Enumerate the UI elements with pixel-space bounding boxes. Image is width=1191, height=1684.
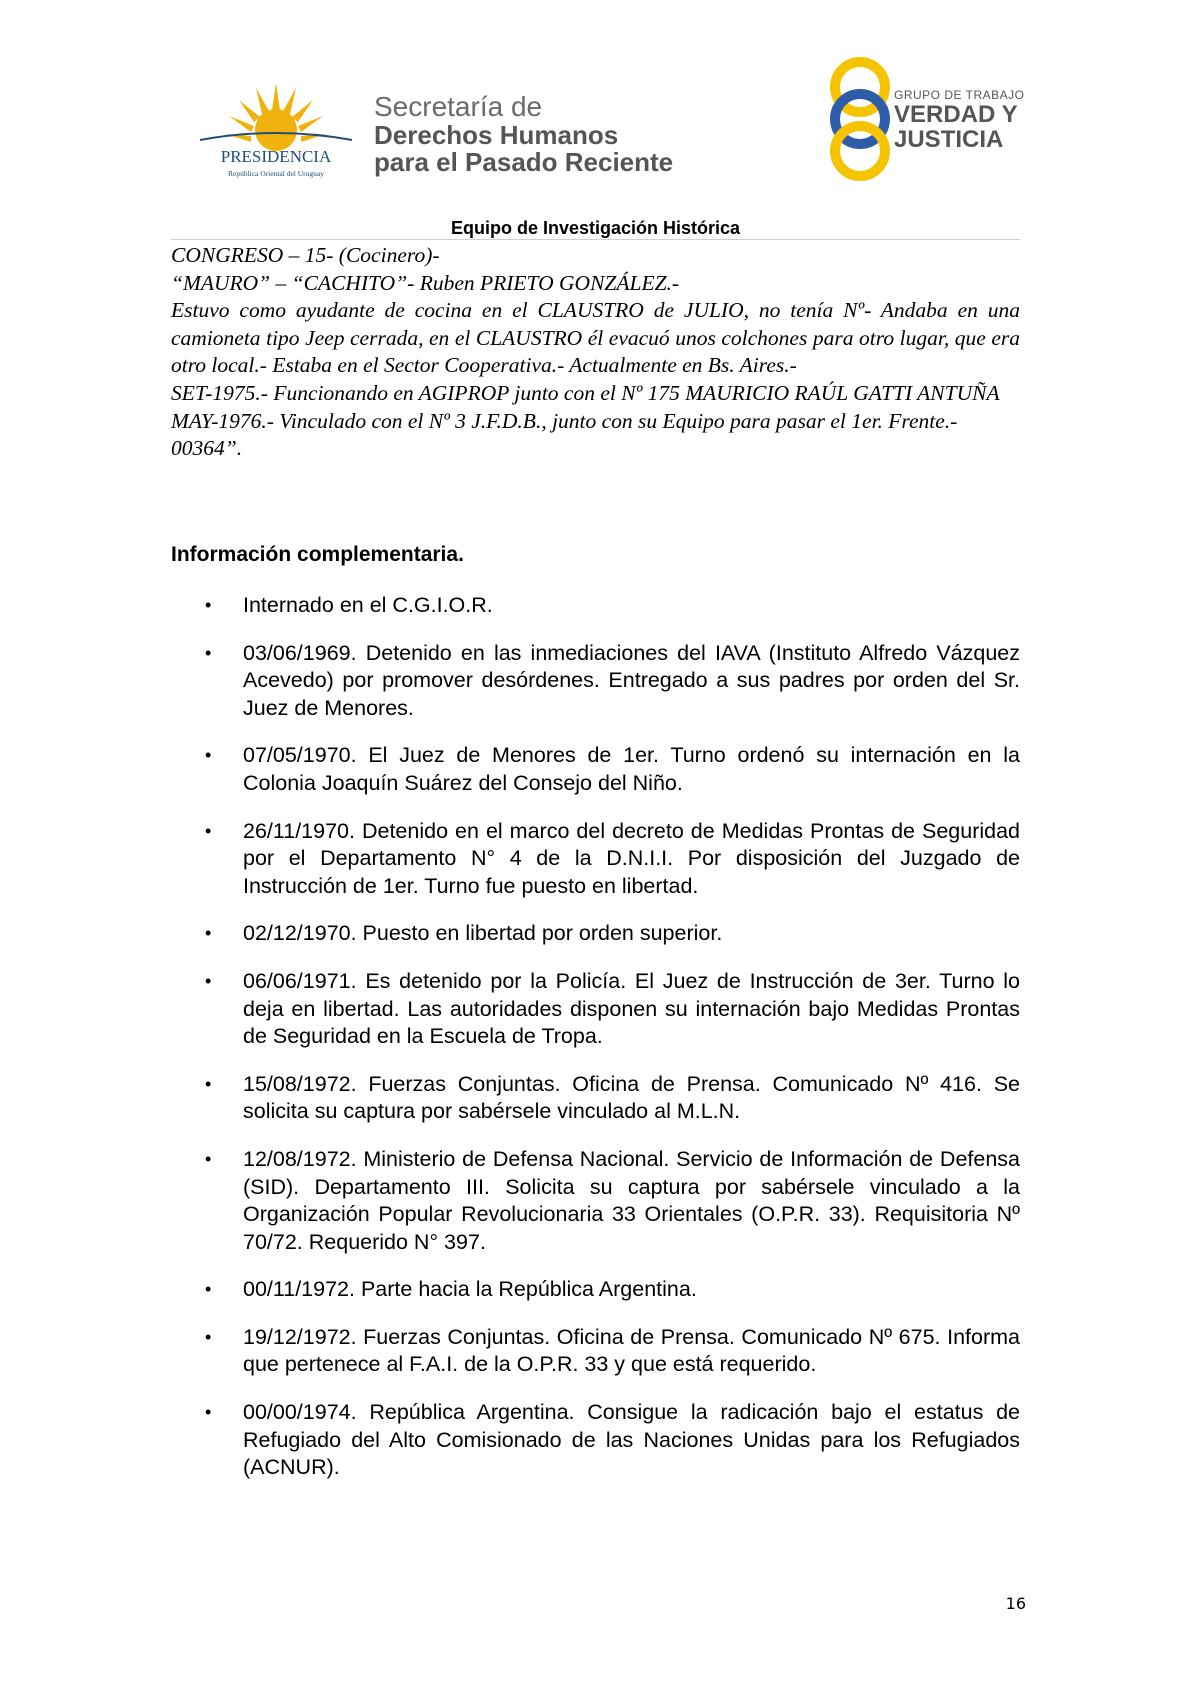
entry-text: 03/06/1969. Detenido en las inmediaciones del IAVA (Instituto Alfredo Vázquez Acevedo) por promover desórdenes. Entregado a sus padres por orden del Sr. Juez de Menores. [243,640,1020,720]
record-excerpt [171,242,1020,463]
bullet-icon: • [205,1279,212,1300]
list-item [171,1071,1020,1126]
list-item [171,592,1020,620]
team-title: Equipo de Investigación Histórica [450,218,741,238]
record-line: MAY-1976.- Vinculado con el Nº 3 J.F.D.B., junto con su Equipo para pasar el 1er. Frente.- [171,408,958,433]
entry-text: 00/11/1972. Parte hacia la República Argentina. [243,1277,697,1302]
list-item [171,640,1020,723]
entry-text: 19/12/1972. Fuerzas Conjuntas. Oficina de Prensa. Comunicado Nº 675. Informa que pertenece al F.A.I. de la O.P.R. 33 y que está requerido. [243,1324,1020,1377]
entry-text: 15/08/1972. Fuerzas Conjuntas. Oficina de Prensa. Comunicado Nº 416. Se solicita su captura por sabérsele vinculado al M.L.N. [243,1071,1020,1124]
list-item [171,920,1020,948]
grupo-line1: GRUPO DE TRABAJO [894,88,1025,102]
secretaria-line2: Derechos Humanos [374,120,619,150]
bullet-icon: • [205,1326,212,1347]
entry-list [171,592,1020,1502]
header-divider [171,239,1020,240]
bullet-icon: • [205,745,212,766]
record-line: “MAURO” – “CACHITO”- Ruben PRIETO GONZÁLEZ.- [171,270,680,295]
presidencia-subtitle: República Oriental del Uruguay [227,169,325,178]
secretaria-heading [374,92,673,176]
record-line: SET-1975.- Funcionando en AGIPROP junto con el Nº 175 MAURICIO RAÚL GATTI ANTUÑA [171,380,1000,405]
entry-text: 26/11/1970. Detenido en el marco del decreto de Medidas Prontas de Seguridad por el Departamento N° 4 de la D.N.I.I. Por disposición del Juzgado de Instrucción de 1er. Turno fue puesto en libertad. [243,818,1020,898]
verdad-justicia-logo [820,55,900,183]
list-item [171,1324,1020,1379]
bullet-icon: • [205,970,212,991]
record-line: 00364”. [171,436,243,461]
interlocking-rings-icon [820,55,900,183]
list-item [171,742,1020,797]
presidencia-title: PRESIDENCIA [220,147,332,166]
list-item [171,1146,1020,1256]
grupo-line3: JUSTICIA [894,126,1004,153]
sun-emblem-icon [196,78,356,180]
bullet-icon: • [205,923,212,944]
list-item [171,968,1020,1051]
entry-text: 06/06/1971. Es detenido por la Policía. El Juez de Instrucción de 3er. Turno lo deja en libertad. Las autoridades disponen su internación bajo Medidas Prontas de Seguridad en la Escuela de Tropa. [243,968,1020,1049]
bullet-icon: • [205,642,212,663]
entry-text: 02/12/1970. Puesto en libertad por orden superior. [243,921,723,946]
list-item [171,818,1020,901]
secretaria-line1: Secretaría de [374,91,543,122]
secretaria-line3: para el Pasado Reciente [374,147,674,177]
record-line: Estuvo como ayudante de cocina en el CLAUSTRO de JULIO, no tenía Nº- Andaba en una camioneta tipo Jeep cerrada, en el CLAUSTRO él evacuó unos colchones para otro lugar, que era otro local.- Estaba en el Sector Cooperativa.- Actualmente en Bs. Aires.- [171,298,1020,378]
verdad-justicia-wordmark [894,88,1024,152]
list-item [171,1399,1020,1482]
entry-text: Internado en el C.G.I.O.R. [243,593,493,617]
section-heading: Información complementaria. [171,543,464,566]
entry-text: 07/05/1970. El Juez de Menores de 1er. Turno ordenó su internación en la Colonia Joaquín Suárez del Consejo del Niño. [243,743,1020,795]
record-line: CONGRESO – 15- (Cocinero)- [171,243,440,267]
bullet-icon: • [205,1402,212,1423]
bullet-icon: • [205,595,212,615]
grupo-line2: VERDAD Y [894,101,1018,128]
bullet-icon: • [205,820,212,841]
bullet-icon: • [205,1148,212,1169]
page-number: 16 [1005,1594,1026,1613]
entry-text: 00/00/1974. República Argentina. Consigue la radicación bajo el estatus de Refugiado del Alto Comisionado de las Naciones Unidas para los Refugiados (ACNUR). [243,1400,1020,1480]
presidencia-logo [196,78,356,180]
bullet-icon: • [205,1073,212,1094]
list-item [171,1276,1020,1304]
entry-text: 12/08/1972. Ministerio de Defensa Nacional. Servicio de Información de Defensa (SID). Departamento III. Solicita su captura por sabérsele vinculado a la Organización Popular Revolucionaria 33 Orientales (O.P.R. 33). Requisitoria Nº 70/72. Requerido N° 397. [243,1146,1020,1254]
